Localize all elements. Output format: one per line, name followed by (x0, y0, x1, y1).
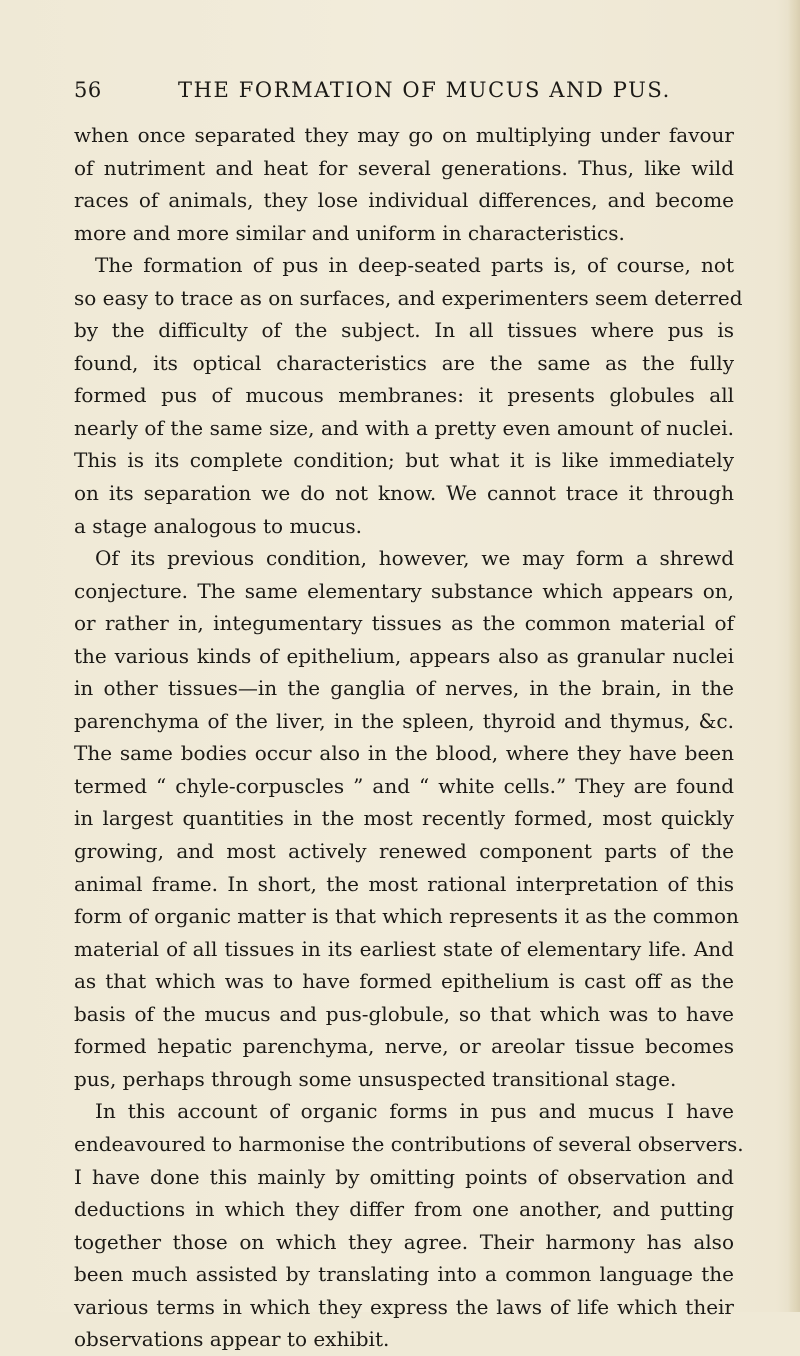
text-line: parenchyma of the liver, in the spleen, thyroid and thymus, &c. (74, 708, 734, 733)
text-line: I have done this mainly by omitting points of observation and (74, 1164, 734, 1189)
text-line: various terms in which they express the laws of life which their (74, 1294, 734, 1319)
text-line: In this account of organic forms in pus and mucus I have (95, 1099, 734, 1124)
text-line: formed pus of mucous membranes: it presents globules all (74, 383, 734, 408)
text-line: conjecture. The same elementary substance which appears on, (74, 578, 734, 603)
text-line: a stage analogous to mucus. (74, 513, 362, 538)
text-line: endeavoured to harmonise the contributions of several observers. (74, 1131, 744, 1156)
page-number: 56 (74, 78, 102, 102)
page-header (74, 78, 746, 112)
body-text (74, 119, 744, 1356)
text-line: been much assisted by translating into a common language the (74, 1262, 734, 1287)
text-line: form of organic matter is that which represents it as the common (74, 904, 739, 929)
text-line: nearly of the same size, and with a pretty even amount of nuclei. (74, 415, 734, 440)
text-line: termed “ chyle-corpuscles ” and “ white cells.” They are found (74, 773, 734, 798)
text-line: Of its previous condition, however, we may form a shrewd (95, 546, 734, 571)
text-line: basis of the mucus and pus-globule, so that which was to have (74, 1001, 734, 1026)
text-line: in largest quantities in the most recently formed, most quickly (74, 806, 734, 831)
text-line: more and more similar and uniform in characteristics. (74, 220, 625, 245)
text-line: in other tissues—in the ganglia of nerves, in the brain, in the (74, 676, 734, 701)
text-line: as that which was to have formed epithelium is cast off as the (74, 969, 734, 994)
text-line: This is its complete condition; but what it is like immediately (74, 448, 734, 473)
text-line: when once separated they may go on multiplying under favour (74, 123, 734, 147)
text-line: pus, perhaps through some unsuspected transitional stage. (74, 1066, 677, 1091)
text-line: deductions in which they differ from one another, and putting (74, 1197, 734, 1222)
text-line: animal frame. In short, the most rational interpretation of this (74, 871, 734, 896)
text-line: by the difficulty of the subject. In all tissues where pus is (74, 318, 734, 343)
text-line: found, its optical characteristics are the same as the fully (74, 350, 734, 375)
text-line: growing, and most actively renewed component parts of the (74, 839, 734, 864)
text-line: races of animals, they lose individual differences, and become (74, 188, 734, 213)
running-head: THE FORMATION OF MUCUS AND PUS. (178, 78, 671, 102)
text-line: The same bodies occur also in the blood, where they have been (74, 741, 734, 766)
text-line: the various kinds of epithelium, appears also as granular nuclei (74, 643, 734, 668)
text-line: formed hepatic parenchyma, nerve, or areolar tissue becomes (74, 1034, 734, 1059)
page-edge-shadow (788, 0, 800, 1312)
text-line: together those on which they agree. Their harmony has also (74, 1229, 734, 1254)
text-line: on its separation we do not know. We cannot trace it through (74, 481, 734, 506)
text-line: material of all tissues in its earliest state of elementary life. And (74, 936, 734, 961)
text-line: or rather in, integumentary tissues as the common material of (74, 611, 734, 636)
text-line: The formation of pus in deep-seated parts is, of course, not (95, 253, 734, 278)
text-line: of nutriment and heat for several generations. Thus, like wild (74, 155, 734, 180)
text-line: observations appear to exhibit. (74, 1327, 390, 1352)
text-line: so easy to trace as on surfaces, and experimenters seem deterred (74, 285, 743, 310)
